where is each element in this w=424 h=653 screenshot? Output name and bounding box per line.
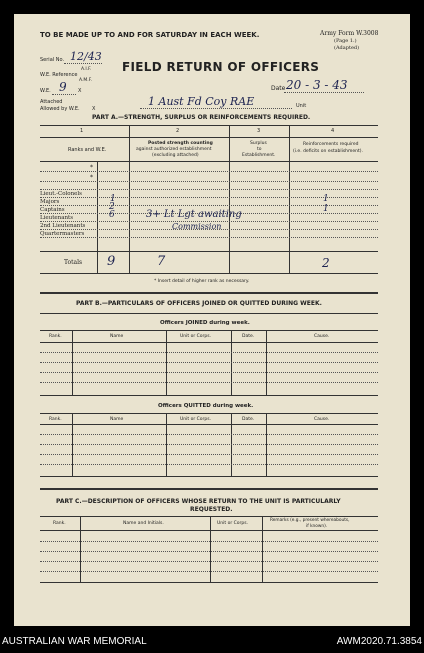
- aif-label: A.I.F.: [81, 67, 92, 72]
- total-reinf: 2: [322, 256, 330, 270]
- part-b-top-rule: [40, 292, 378, 294]
- unit-line: [140, 108, 292, 109]
- quitted-col-unit: Unit or Corps.: [180, 417, 212, 422]
- star-marker-1: *: [90, 164, 93, 171]
- attached-label: Attached: [40, 99, 63, 105]
- we-line: [52, 94, 76, 95]
- col-number-2: 2: [176, 128, 180, 134]
- rank-2nd-lieutenants: 2nd Lieutenants: [40, 223, 86, 229]
- footnote: * Insert detail of higher rank as necessary.: [154, 279, 250, 284]
- reinf-lieutenants: 1: [323, 204, 329, 214]
- quitted-col-name: Name: [110, 417, 124, 422]
- rank-lieut-colonels: Lieut.-Colonels: [40, 191, 82, 197]
- unit-label: Unit: [296, 103, 307, 109]
- joined-col-name: Name: [110, 334, 124, 339]
- col-number-3: 3: [257, 128, 261, 134]
- part-c-title-2: REQUESTED.: [190, 506, 233, 513]
- total-posted: 7: [157, 254, 166, 269]
- date-line: [284, 92, 364, 93]
- part-c-top-rule: [40, 488, 378, 490]
- posted-note-2: Commission: [172, 222, 222, 231]
- date-value: 20 - 3 - 43: [286, 78, 348, 92]
- part-c-title-1: PART C.—DESCRIPTION OF OFFICERS WHOSE RETURN TO THE UNIT IS PARTICULARLY: [56, 498, 341, 505]
- part-c-col-rank: Rank.: [53, 521, 66, 526]
- we-x-label: X: [78, 88, 82, 94]
- rank-majors: Majors: [40, 199, 60, 205]
- posted-note-1: 3+ Lt Lgt awaiting: [146, 209, 242, 220]
- quitted-col-date: Date.: [242, 417, 255, 422]
- header-posted-3: (excluding attached): [152, 153, 199, 158]
- joined-col-date: Date.: [242, 334, 255, 339]
- header-surplus-2: to: [257, 147, 262, 152]
- rank-quartermasters: Quartermasters: [40, 231, 85, 237]
- serial-line: [64, 63, 102, 64]
- amf-label: A.M.F.: [79, 78, 93, 83]
- part-c-col-unit: Unit or Corps.: [217, 521, 249, 526]
- header-posted-1: Posted strength counting: [148, 141, 213, 146]
- rank-lieutenants: Lieutenants: [40, 215, 74, 221]
- we-lieutenants: 6: [109, 210, 115, 220]
- part-b-title-rule: [40, 313, 378, 314]
- allowed-x-label: X: [92, 106, 96, 112]
- allowed-label: Allowed by W.E.: [40, 106, 80, 112]
- serial-value: 12/43: [70, 50, 102, 63]
- quitted-col-rank: Rank.: [49, 417, 62, 422]
- part-b-title: PART B.—PARTICULARS OF OFFICERS JOINED OR QUITTED DURING WEEK.: [76, 300, 322, 307]
- quitted-title: Officers QUITTED during week.: [158, 403, 254, 409]
- col-number-4: 4: [331, 128, 335, 134]
- serial-label: Serial No.: [40, 57, 65, 63]
- joined-col-unit: Unit or Corps.: [180, 334, 212, 339]
- date-label: Date: [271, 85, 286, 92]
- we-reference-label: W.E. Reference: [40, 72, 78, 78]
- form-number: Army Form W.3008: [320, 30, 379, 37]
- unit-value: 1 Aust Fd Coy RAE: [148, 95, 255, 108]
- header-surplus-1: Surplus: [250, 141, 267, 146]
- header-reinf-2: (i.e. deficits on establishment).: [293, 149, 363, 154]
- part-c-col-remarks-1: Remarks (e.g., present whereabouts,: [270, 518, 350, 523]
- reinf-majors: 1: [323, 194, 329, 204]
- total-we: 9: [107, 254, 116, 269]
- joined-col-rank: Rank.: [49, 334, 62, 339]
- quitted-col-cause: Cause.: [314, 417, 330, 422]
- part-a-title: PART A.—STRENGTH, SURPLUS OR REINFORCEMENTS REQUIRED.: [92, 114, 311, 121]
- we-captains: 2: [109, 202, 115, 212]
- joined-col-cause: Cause.: [314, 334, 330, 339]
- form-title: FIELD RETURN OF OFFICERS: [122, 60, 320, 74]
- rank-captains: Captains: [40, 207, 65, 213]
- form-adapted: (Adapted): [334, 45, 360, 51]
- part-c-col-name: Name and Initials.: [123, 521, 164, 526]
- form-page: (Page 1.): [334, 38, 357, 44]
- footer-accession-number: AWM2020.71.3854: [336, 636, 422, 647]
- header-ranks: Ranks and W.E.: [68, 147, 107, 153]
- header-reinf-1: Reinforcements required: [303, 142, 359, 147]
- col-number-1: 1: [80, 128, 84, 134]
- footer-source: AUSTRALIAN WAR MEMORIAL: [2, 636, 147, 647]
- header-surplus-3: Establishment.: [242, 153, 276, 158]
- star-marker-2: *: [90, 174, 93, 181]
- we-value: 9: [59, 80, 67, 94]
- part-c-col-remarks-2: if known).: [306, 524, 328, 529]
- header-posted-2: against authorized establishment: [136, 147, 212, 152]
- totals-label: Totals: [64, 259, 83, 266]
- instruction-text: TO BE MADE UP TO AND FOR SATURDAY IN EACH WEEK.: [40, 31, 260, 39]
- we-label: W.E.: [40, 88, 51, 94]
- joined-title: Officers JOINED during week.: [160, 320, 250, 326]
- we-majors: 1: [110, 194, 116, 204]
